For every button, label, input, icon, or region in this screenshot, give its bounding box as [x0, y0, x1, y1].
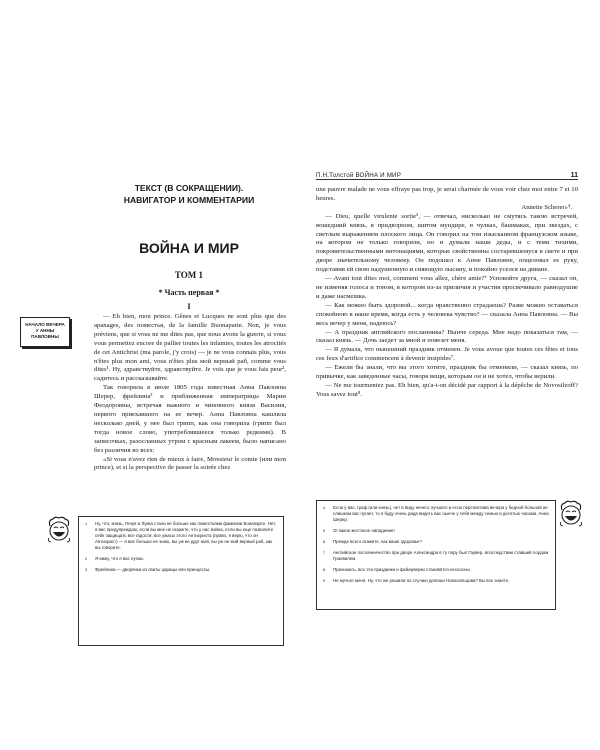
right-body-text	[316, 186, 578, 400]
paragraph: — Dieu, quelle virulente sortie⁵, — отвечал, нисколько не смутясь такою встречей, вошедший князь, в придворном, шитом мундире, в чулках, башмаках, при звездах, с светлым выражением плоского лица. Он говорил на том изысканном французском языке, на котором не только говорили, но и думали наши деды, и с теми тихими, покровительственными интонациями, которые свойственны состаревшемуся в свете и при дворе значительному человеку. Он подошел к Анне Павловне, поцеловал ее руку, подставив ей свою надушенную и сияющую лысину, и покойно уселся на диване.	[316, 212, 578, 274]
footnote-text: О! какое жестокое нападение!	[333, 528, 395, 533]
footnote-text: Английское посланничество при дворе Александра в ту пору был Гаувер, впоследствии ставший лордом Гранвилем.	[333, 550, 549, 561]
footnote-number: 2	[85, 557, 88, 561]
page-number: 11	[570, 172, 578, 179]
section-title-line-2: НАВИГАТОР И КОММЕНТАРИИ	[123, 195, 255, 205]
footnote-text: Я вижу, что я вас пугаю.	[95, 556, 145, 561]
margin-note-line-1: НАЧАЛО ВЕЧЕРА	[25, 322, 65, 327]
footnotes-left	[78, 516, 284, 646]
footnote-text: Признаюсь, все эти праздники и фейерверки становятся несносны.	[333, 567, 471, 572]
footnote-number: 4	[323, 506, 326, 510]
running-header-title: П.Н.Толстой ВОЙНА И МИР	[316, 172, 402, 179]
chapter-number: I	[187, 302, 191, 311]
left-body-text	[94, 313, 286, 473]
paragraph: «Si vous n'avez rien de mieux à faire, Monsieur le comte (или mon prince), et si la perspective de passer la soirée chez	[94, 455, 286, 472]
paragraph: — Ежели бы знали, что вы этого хотите, праздник бы отменили, — сказал князь, по привычке, как заведенные часы, говоря вещи, которым он и не хотел, чтобы верили.	[316, 364, 578, 381]
book-title: ВОЙНА И МИР	[139, 240, 239, 256]
margin-note-line-3: ПАВЛОВНЫ	[31, 334, 59, 339]
footnote-number: 1	[85, 522, 88, 526]
footnote	[323, 567, 549, 573]
footnote	[85, 521, 277, 551]
footnote	[85, 567, 277, 573]
footnote	[323, 550, 549, 562]
footnote	[323, 528, 549, 534]
paragraph: — Ne me tourmentez pas. Eh bien, qu'a-t-on décidé par rapport à la dépêche de Novosilzoff? Vous savez tout⁸.	[316, 381, 578, 398]
footnote-number: 7	[323, 551, 326, 555]
footnote-text: Если у вас, граф (или князь), нет в виду ничего лучшего и если перспектива вечера у бедной больной не слишком вас пугает, то я буду очень рада видеть вас нынче у себя между семью и десятью часами. Анна Шерер.	[333, 505, 549, 522]
laughing-face-icon	[558, 500, 584, 528]
section-title-line-1: ТЕКСТ (В СОКРАЩЕНИИ).	[134, 183, 244, 193]
part-heading: * Часть первая *	[158, 288, 220, 297]
footnote-text: Фрейлина — дворянка из свиты царицы или принцессы.	[95, 567, 211, 572]
section-title	[94, 182, 284, 206]
footnote	[85, 556, 277, 562]
footnote-number: 8	[323, 568, 326, 572]
footnote-number: 9	[323, 579, 326, 583]
footnote-number: 6	[323, 540, 326, 544]
paragraph: — Я думала, что нынешний праздник отменен. Je vous avoue que toutes ces fêtes et tous ces feux d'artifice commencent à devenir insipides⁷.	[316, 346, 578, 363]
margin-navigator-note	[20, 317, 70, 347]
paragraph: — Avant tout dites moi, comment vous allez, chère amie?⁶ Успокойте друга, — сказал он, не изменяя голоса и тоном, в котором из-за приличия и участия просвечивало равнодушие и даже насмешка.	[316, 275, 578, 300]
running-header	[316, 168, 578, 180]
footnote-number: 3	[85, 568, 88, 572]
laughing-face-icon	[46, 516, 72, 544]
paragraph: — Как можно быть здоровой... когда нравственно страдаешь? Разве можно оставаться спокойною в наше время, когда есть у человека чувство? — сказала Анна Павловна. — Вы весь вечер у меня, надеюсь?	[316, 301, 578, 327]
footnote-text: Не мучьте меня. Ну, что же решили по случаю депеши Новосильцова? Вы все знаете.	[333, 578, 510, 583]
paragraph: — А праздник английского посланника? Нынче середа. Мне надо показаться там, — сказал князь. — Дочь заедет за мной и повезет меня.	[316, 328, 578, 345]
paragraph: une pauvre malade ne vous effraye pas trop, je serai charmée de vous voir chez moi entre 7 et 10 heures.	[316, 186, 578, 202]
margin-note-line-2: У АННЫ	[35, 328, 55, 333]
footnote	[323, 578, 549, 584]
footnote-text: Прежде всего скажите, как ваше здоровье?	[333, 539, 422, 544]
signature-line: Annette Scherer»⁴.	[521, 203, 572, 211]
paragraph: Так говорила в июле 1805 года известная Анна Павловна Шерер, фрейлина³ и приближенная императрицы Марии Феодоровны, встречая важного и чиновного князя Василия, первого приехавшего на ее вечер. Анна Павловна кашляла несколько дней, у нее был грипп, как она говорила (грипп был тогда новое слово, употреблявшееся только редкими). В записочках, разосланных утром с красным лакеем, было написано без различия во всех:	[94, 384, 286, 454]
volume-heading: ТОМ 1	[174, 270, 204, 280]
footnote-text: Ну, что, князь, Генуя и Лукка стали не больше как поместьями фамилии Бонапарте. Нет, я вас предупреждаю, если вы мне не скажете, что у нас война, если вы еще позволите себе защищать все гадости, все ужасы этого Антихриста (право, я верю, что он Антихрист) — я вас больше не знаю, вы уж не друг мой, вы уж не мой верный раб, как вы говорите.	[95, 521, 276, 550]
footnotes-right	[316, 500, 556, 610]
paragraph: — Eh bien, mon prince. Gênes et Lucques ne sont plus que des apanages, des поместья, de la famille Buonaparte. Non, je vous préviens, que si vous ne me dites pas, que nous avons la guerre, si vous vous permettez encore de pallier toutes les infamies, toutes les atrocités de cet Antichrist (ma parole, j'y crois) — je ne vous connais plus, vous n'êtes plus mon ami, vous n'êtes plus мой верный раб, comme vous dites¹. Ну, здравствуйте, здравствуйте. Je vois que je vous fais peur², садитесь и рассказывайте.	[94, 313, 286, 383]
footnote-number: 5	[323, 529, 326, 533]
footnote	[323, 505, 549, 523]
footnote	[323, 539, 549, 545]
